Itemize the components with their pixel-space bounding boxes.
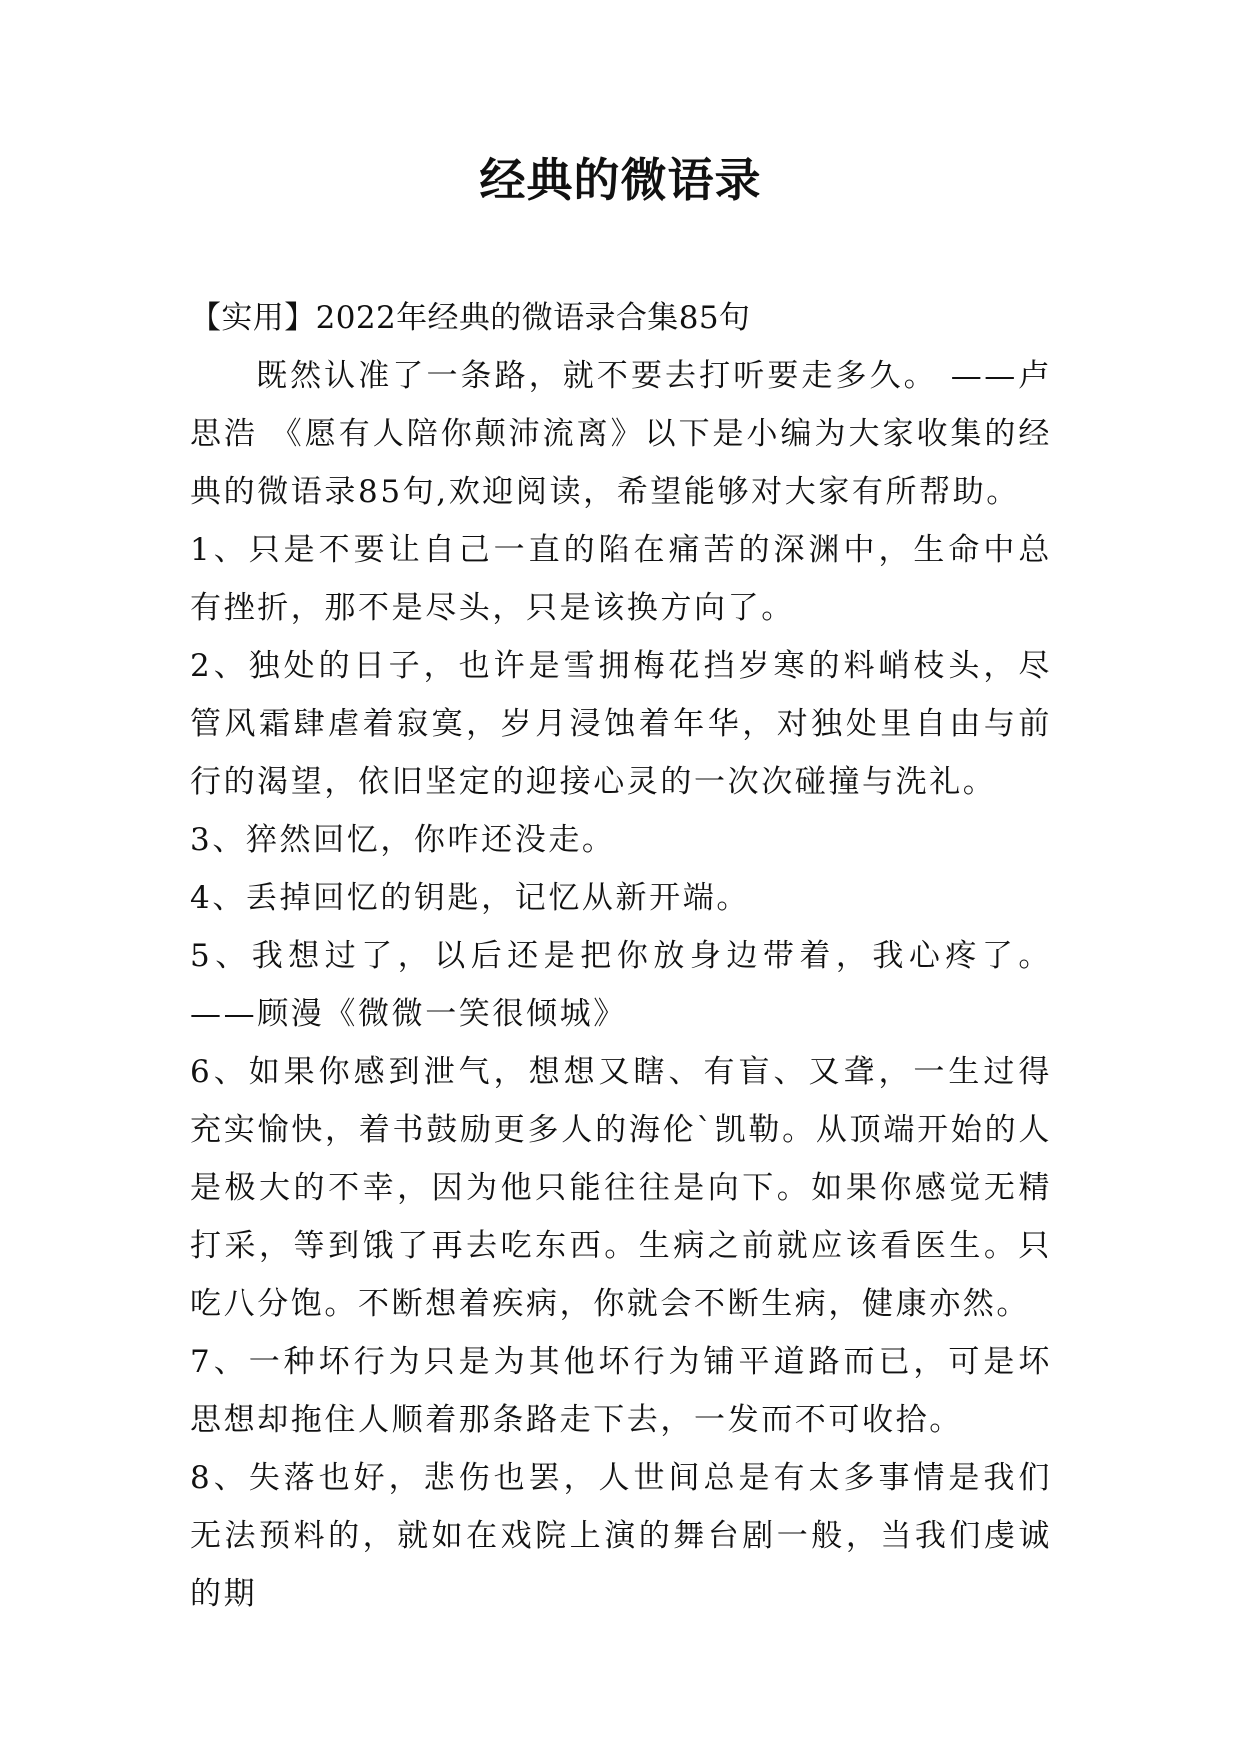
intro-paragraph: 既然认准了一条路，就不要去打听要走多久。 ——卢思浩 《愿有人陪你颠沛流离》以下是小编为大家收集的经典的微语录85句,欢迎阅读，希望能够对大家有所帮助。	[190, 358, 1052, 510]
quote-item-6: 6、如果你感到泄气，想想又瞎、有盲、又聋，一生过得充实愉快，着书鼓励更多人的海伦`凯勒。从顶端开始的人是极大的不幸，因为他只能往往是向下。如果你感觉无精打采，等到饿了再去吃东西。生病之前就应该看医生。只吃八分饱。不断想着疾病，你就会不断生病，健康亦然。	[190, 1054, 1052, 1322]
document-title: 经典的微语录	[479, 153, 762, 207]
document-body	[190, 289, 1052, 1623]
quote-item-3: 3、猝然回忆，你咋还没走。	[190, 822, 616, 858]
quote-item-7: 7、一种坏行为只是为其他坏行为铺平道路而已，可是坏思想却拖住人顺着那条路走下去，一发而不可收拾。	[190, 1344, 1052, 1438]
quote-item-4: 4、丢掉回忆的钥匙，记忆从新开端。	[190, 880, 750, 916]
quote-item-1: 1、只是不要让自己一直的陷在痛苦的深渊中，生命中总有挫折，那不是尽头，只是该换方向了。	[190, 532, 1052, 626]
quote-item-2: 2、独处的日子，也许是雪拥梅花挡岁寒的料峭枝头，尽管风霜肆虐着寂寞，岁月浸蚀着年华，对独处里自由与前行的渴望，依旧坚定的迎接心灵的一次次碰撞与洗礼。	[190, 648, 1052, 800]
quote-item-5: 5、我想过了，以后还是把你放身边带着，我心疼了。——顾漫《微微一笑很倾城》	[190, 938, 1052, 1032]
document-subtitle: 【实用】2022年经典的微语录合集85句	[190, 300, 751, 336]
quote-item-8: 8、失落也好，悲伤也罢，人世间总是有太多事情是我们无法预料的，就如在戏院上演的舞台剧一般，当我们虔诚的期	[190, 1460, 1052, 1612]
